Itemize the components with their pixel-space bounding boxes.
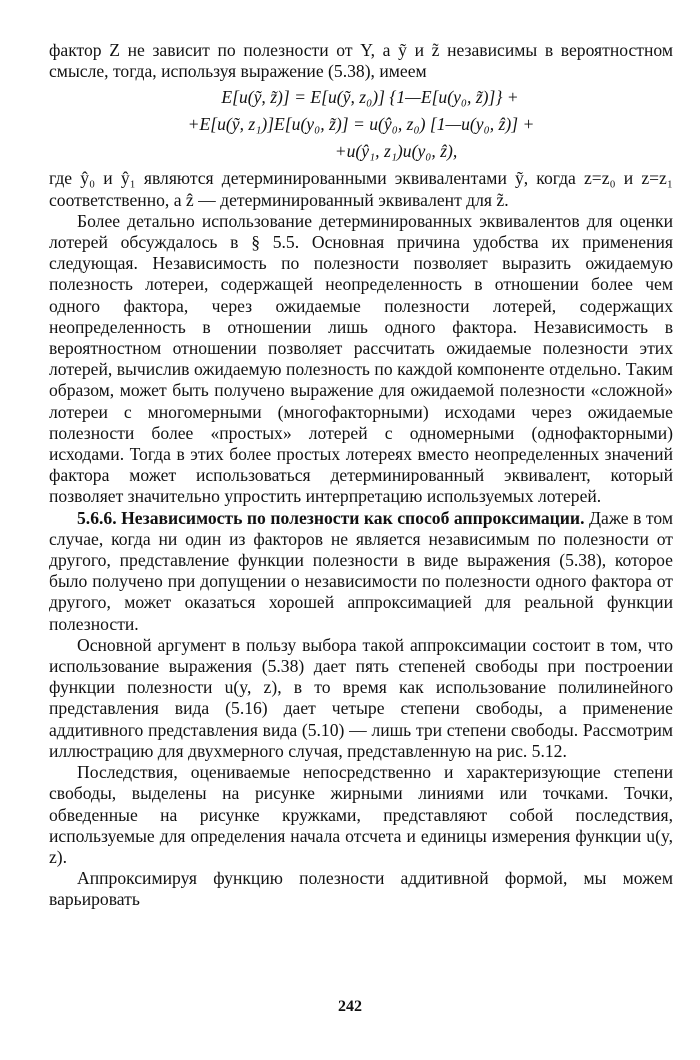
equation-line-3: +u(ŷ₁, z₁)u(y₀, ẑ), xyxy=(334,141,458,162)
equation-block xyxy=(49,84,673,165)
paragraph-degrees-of-freedom: Основной аргумент в пользу выбора такой аппроксимации состоит в том, что использование выражения (5.38) дает пять степеней свободы при построении функции полезности u(y, z), в то время как использование полилинейного представления вида (5.16) дает четыре степени свободы, а применение аддитивного представления вида (5.10) — лишь три степени свободы. Рассмотрим иллюстрацию для двухмерного случая, представленную на рис. 5.12. xyxy=(49,634,673,761)
section-paragraph xyxy=(49,508,673,635)
section-text: Даже в том случае, когда ни один из факторов не является независимым по полезности от другого, представление функции полезности в виде выражения (5.38), которое было получено при допущении о независимости по полезности одного фактора от другого, может оказаться хорошей аппроксимацией для реальной функции полезности. xyxy=(49,507,673,634)
paragraph-consequences: Последствия, оцениваемые непосредственно и характеризующие степени свободы, выделены на рисунке жирными линиями или точками. Точки, обведенные на рисунке кружками, представляют собой последствия, используемые для определения начала отсчета и единицы измерения функции u(y, z). xyxy=(49,762,673,867)
equation-line-1: E[u(ỹ, z̃)] = E[u(ỹ, z₀)] {1—E[u(y₀, z̃)]} + xyxy=(221,87,519,108)
paragraph-deterministic-equivalents: Более детально использование детерминированных эквивалентов для оценки лотерей обсуждалось в § 5.5. Основная причина удобства их применения следующая. Независимость по полезности позволяет выразить ожидаемую полезность лотереи, содержащей неопределенность в отношении более чем одного фактора, через ожидаемые полезности лотерей, содержащих неопределенность в отношении лишь одного фактора. Независимость в вероятностном отношении позволяет рассчитать ожидаемые полезности этих лотерей, вычислив ожидаемую полезность по каждой компоненте отдельно. Таким образом, может быть получено выражение для ожидаемой полезности «сложной» лотереи с многомерными (многофакторными) исходами через ожидаемые полезности более «простых» лотерей с одномерными (однофакторными) исходами. Тогда в этих более простых лотереях вместо неопределенных значений фактора может использоваться детерминированный эквивалент, который позволяет значительно упростить интерпретацию используемых лотерей. xyxy=(49,210,673,507)
after-equation-paragraph: где ŷ₀ и ŷ₁ являются детерминированными эквивалентами ỹ, когда z=z₀ и z=z₁ соответственно, а ẑ — детерминированный эквивалент для z̃. xyxy=(49,168,673,210)
page-body xyxy=(49,40,673,911)
paragraph-additive-form: Аппроксимируя функцию полезности аддитивной формой, мы можем варьировать xyxy=(49,868,673,910)
intro-paragraph: фактор Z не зависит по полезности от Y, а ỹ и z̃ независимы в вероятностном смысле, тогда, используя выражение (5.38), имеем xyxy=(49,40,673,82)
page-number: 242 xyxy=(338,998,362,1015)
equation-line-2: +E[u(ỹ, z₁)]E[u(y₀, z̃)] = u(ŷ₀, z₀) [1—u(y₀, ẑ)] + xyxy=(187,114,535,135)
section-heading: 5.6.6. Независимость по полезности как способ аппроксимации. xyxy=(77,507,585,528)
